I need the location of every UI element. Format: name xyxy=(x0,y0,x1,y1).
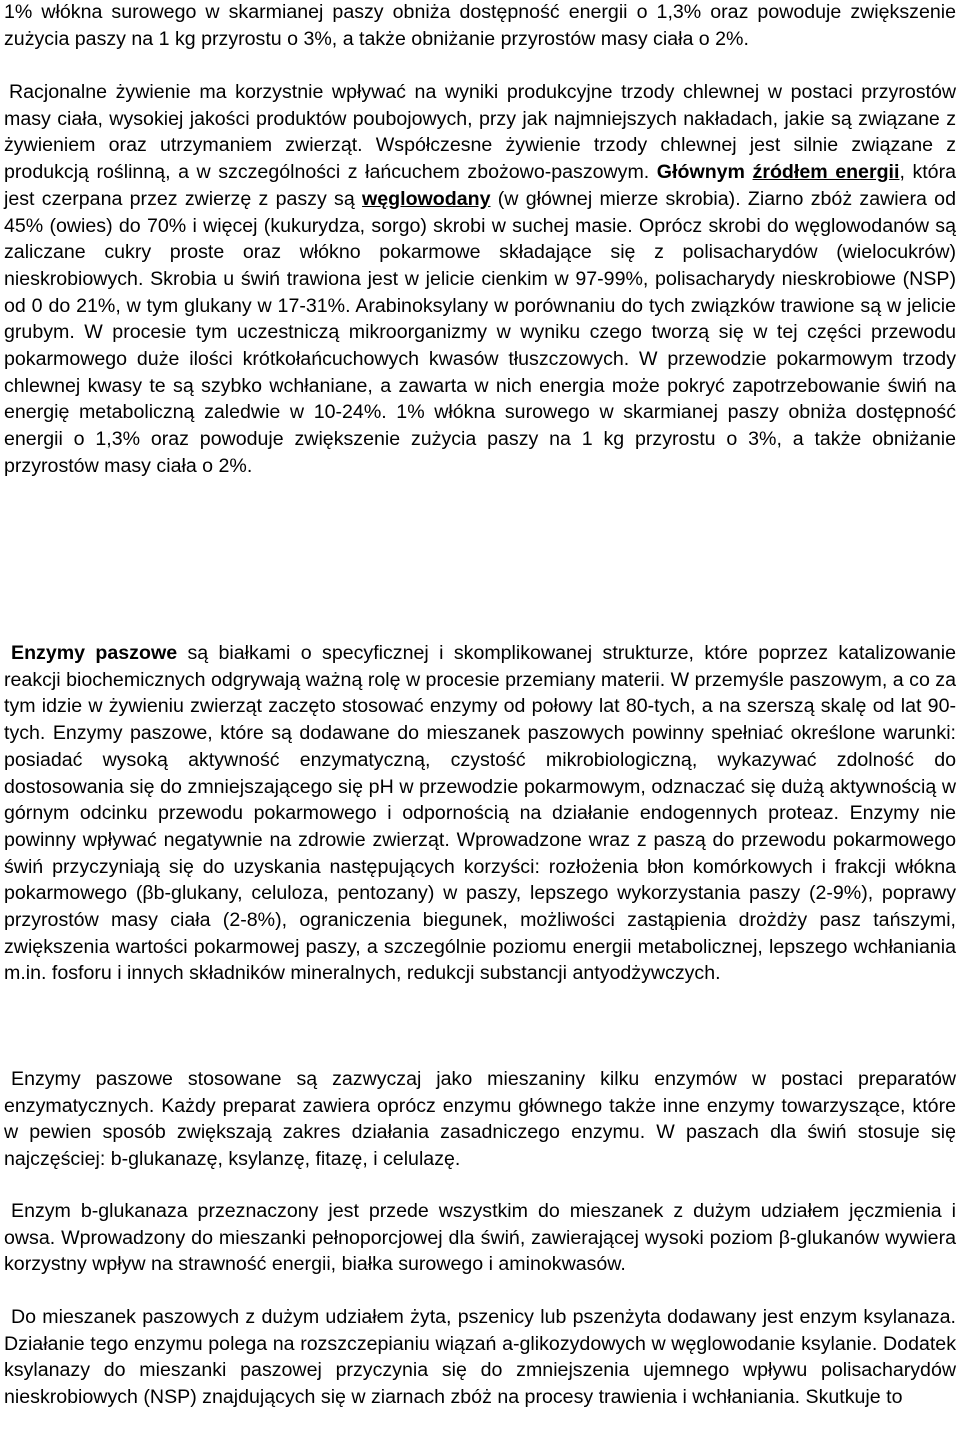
p2-text: są białkami o specyficznej i skomplikowanej strukturze, które poprzez katalizowanie reakcji biochemicznych odgrywają ważną rolę w procesie przemiany materii. W przemyśle paszowym, a co za tym idzie w żywieniu zwierząt zaczęto stosować enzymy od połowy lat 80-tych, a na szerszą skalę od lat 90-tych. Enzymy paszowe, które są dodawane do mieszanek paszowych powinny spełniać określone warunki: posiadać wysoką aktywność enzymatyczną, czystość mikrobiologiczną, wykazywać zdolność do dostosowania się do zmniejszającego się pH w przewodzie pokarmowym, odznaczać się dużą aktywnością w górnym odcinku przewodu pokarmowego i odpornością na działanie endogennych proteaz. Enzymy nie powinny wpływać negatywnie na zdrowie zwierząt. Wprowadzone wraz z paszą do przewodu pokarmowego świń przyczyniają się do uzyskania następujących korzyści: rozłożenia błon komórkowych i frakcji włókna pokarmowego (βb-glukany, celuloza, pentozany) w paszy, lepszego wykorzystania paszy (2-9%), poprawy przyrostów masy ciała (2-8%), ograniczenia biegunek, możliwości zastąpienia drożdży pasz tańszymi, zwiększenia wartości pokarmowej paszy, a szczególnie poziomu energii metabolicznej, lepszego wchłaniania m.in. fosforu i innych składników mineralnych, redukcji substancji antyodżywczych. xyxy=(4,642,956,985)
p1-bold-energy-source: źródłem energii xyxy=(752,161,900,184)
p1-text-a: Racjonalne żywienie ma korzystnie wpływać na wyniki produkcyjne trzody chlewnej w postaci przyrostów masy ciała, wysokiej jakości produktów poubojowych, przy jak najmniejszych nakładach, jakie są związane z żywieniem oraz utrzymaniem zwierząt. Współczesne żywienie trzody chlewnej jest silnie związane z produkcją roślinną, a w szczególności z łańcuchem zbożowo-paszowym. xyxy=(4,81,956,184)
paragraph-enzyme-mixtures xyxy=(4,1066,956,1173)
paragraph-b-glucanase xyxy=(4,1198,956,1278)
p2-bold-feed-enzymes: Enzymy paszowe xyxy=(11,642,178,664)
p4-text: Enzym b-glukanaza przeznaczony jest przede wszystkim do mieszanek z dużym udziałem jęczmienia i owsa. Wprowadzony do mieszanki pełnoporcjowej dla świń, zawierającej wysoki poziom β-glukanów wywiera korzystny wpływ na strawność energii, białka surowego i aminokwasów. xyxy=(4,1200,956,1276)
paragraph-xylanase xyxy=(4,1304,956,1411)
paragraph-feed-enzymes xyxy=(4,640,956,987)
p5-text: Do mieszanek paszowych z dużym udziałem żyta, pszenicy lub pszenżyta dodawany jest enzym ksylanaza. Działanie tego enzymu polega na rozszczepianiu wiązań a-glikozydowych w węglowodanie ksylanie. Dodatek ksylanazy do mieszanki paszowej przyczynia się do zmniejszenia ujemnego wpływu polisacharydów nieskrobiowych (NSP) znajdujących się w ziarnach zbóż na procesy trawienia i wchłaniania. Skutkuje to xyxy=(4,1306,956,1409)
p1-text-c: , która jest czerpana przez zwierzę z paszy są xyxy=(4,161,956,210)
paragraph-carbohydrates xyxy=(4,79,956,480)
top-fragment-text: 1% włókna surowego w skarmianej paszy obniża dostępność energii o 1,3% oraz powoduje zwiększenie zużycia paszy na 1 kg przyrostu o 3%, a także obniżanie przyrostów masy ciała o 2%. xyxy=(4,1,956,50)
p1-bold-main: Głównym xyxy=(656,161,753,184)
top-paragraph-fragment xyxy=(4,0,956,52)
p1-text-e: (w głównej mierze skrobia). Ziarno zbóż zawiera od 45% (owies) do 70% i więcej (kukurydza, sorgo) skrobi w suchej masie. Oprócz skrobi do węglowodanów są zaliczane cukry proste oraz włókno pokarmowe składające się z polisacharydów (wielocukrów) nieskrobiowych. Skrobia u świń trawiona jest w jelicie cienkim w 97-99%, polisacharydy nieskrobiowe (NSP) od 0 do 21%, w tym glukany w 17-31%. Arabinoksylany w porównaniu do tych związków trawione są w jelicie grubym. W procesie tym uczestniczą mikroorganizmy w wyniku czego tworzą się w tej części przewodu pokarmowego duże ilości krótkołańcuchowych kwasów tłuszczowych. W przewodzie pokarmowym trzody chlewnej kwasy te są szybko wchłaniane, a zawarta w nich energia może pokryć zapotrzebowanie świń na energię metaboliczną zaledwie w 10-24%. 1% włókna surowego w skarmianej paszy obniża dostępność energii o 1,3% oraz powoduje zwiększenie zużycia paszy na 1 kg przyrostu o 3%, a także obniżanie przyrostów masy ciała o 2%. xyxy=(4,187,956,477)
p1-bold-carbohydrates: węglowodany xyxy=(362,187,491,210)
p3-text: Enzymy paszowe stosowane są zazwyczaj jako mieszaniny kilku enzymów w postaci preparatów enzymatycznych. Każdy preparat zawiera oprócz enzymu głównego także inne enzymy towarzyszące, które w pewien sposób zwiększają zakres działania zasadniczego enzymu. W paszach dla świń stosuje się najczęściej: b-glukanazę, ksylanzę, fitazę, i celulazę. xyxy=(4,1068,956,1171)
